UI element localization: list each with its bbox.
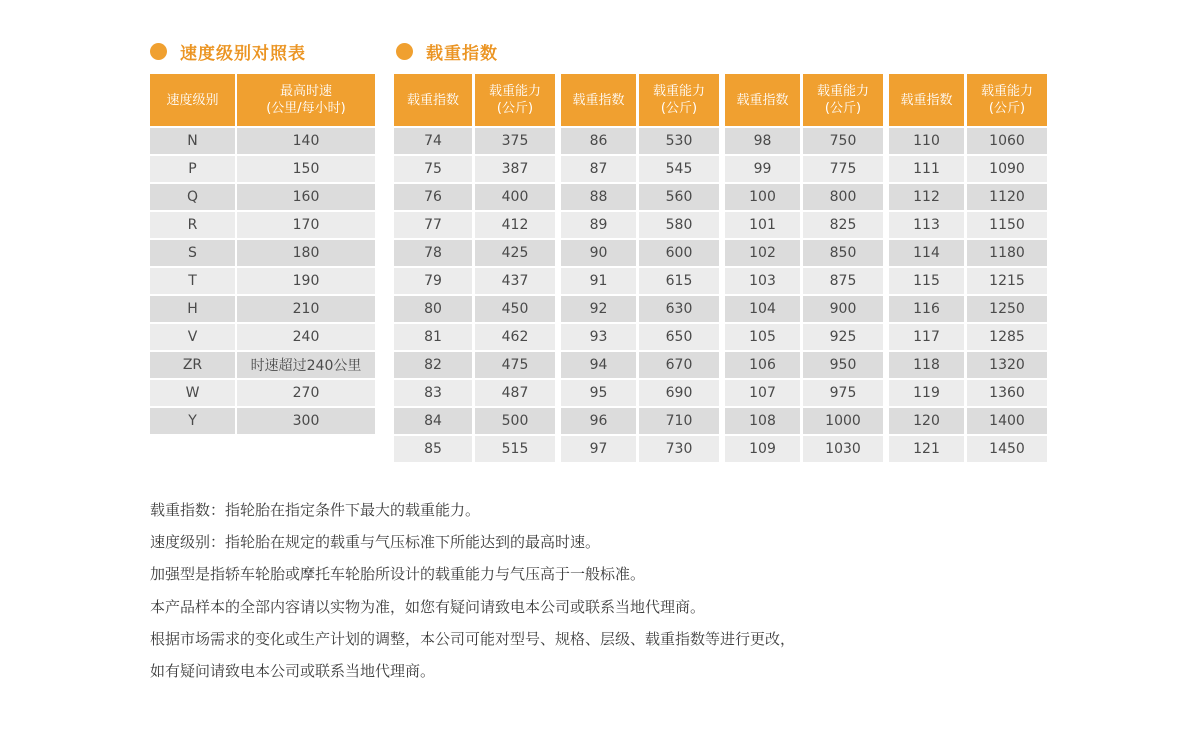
max-speed-cell: 170	[237, 212, 375, 238]
note-line: 根据市场需求的变化或生产计划的调整，本公司可能对型号、规格、层级、载重指数等进行更改，	[150, 629, 796, 648]
speed-rating-cell: Q	[150, 184, 235, 210]
header-unit: (公斤)	[496, 101, 534, 116]
load-capacity-cell: 875	[803, 268, 883, 294]
load-index-cell: 106	[725, 352, 800, 378]
load-index-cell: 75	[394, 156, 472, 182]
load-capacity-cell: 1000	[803, 408, 883, 434]
header-label: 最高时速	[279, 84, 332, 99]
load-index-cell: 118	[889, 352, 964, 378]
load-index-cell: 80	[394, 296, 472, 322]
load-index-cell: 120	[889, 408, 964, 434]
load-capacity-cell: 1090	[967, 156, 1047, 182]
header-label: 速度级别	[166, 92, 219, 108]
load-capacity-cell: 1400	[967, 408, 1047, 434]
load-index-cell: 117	[889, 324, 964, 350]
load-index-cell: 79	[394, 268, 472, 294]
load-section-title	[396, 38, 498, 64]
load-index-header	[889, 74, 964, 126]
load-index-cell: 119	[889, 380, 964, 406]
load-index-cell: 87	[561, 156, 636, 182]
max-speed-cell: 300	[237, 408, 375, 434]
load-capacity-cell: 825	[803, 212, 883, 238]
load-index-cell: 111	[889, 156, 964, 182]
load-index-cell: 101	[725, 212, 800, 238]
load-capacity-cell: 1150	[967, 212, 1047, 238]
load-capacity-cell: 375	[475, 128, 555, 154]
load-index-cell: 78	[394, 240, 472, 266]
load-index-cell: 86	[561, 128, 636, 154]
load-capacity-cell: 630	[639, 296, 719, 322]
note-line: 加强型是指轿车轮胎或摩托车轮胎所设计的载重能力与气压高于一般标准。	[150, 565, 646, 584]
load-capacity-cell: 650	[639, 324, 719, 350]
load-capacity-cell: 1060	[967, 128, 1047, 154]
speed-rating-cell: H	[150, 296, 235, 322]
load-index-cell: 98	[725, 128, 800, 154]
load-capacity-cell: 400	[475, 184, 555, 210]
load-index-cell: 91	[561, 268, 636, 294]
speed-rating-cell: S	[150, 240, 235, 266]
load-index-cell: 97	[561, 436, 636, 462]
load-capacity-cell: 515	[475, 436, 555, 462]
load-capacity-header	[803, 74, 883, 126]
max-speed-cell: 190	[237, 268, 375, 294]
speed-header-rating	[150, 74, 235, 126]
load-index-cell: 105	[725, 324, 800, 350]
orange-dot-icon	[396, 43, 413, 60]
load-index-cell: 103	[725, 268, 800, 294]
load-capacity-cell: 800	[803, 184, 883, 210]
speed-header-max-speed	[237, 74, 375, 126]
load-index-cell: 90	[561, 240, 636, 266]
header-label: 载重能力	[816, 84, 869, 99]
load-capacity-cell: 600	[639, 240, 719, 266]
load-index-cell: 113	[889, 212, 964, 238]
speed-rating-cell: R	[150, 212, 235, 238]
speed-rating-cell: V	[150, 324, 235, 350]
load-capacity-cell: 1450	[967, 436, 1047, 462]
load-index-cell: 94	[561, 352, 636, 378]
header-unit: (公斤)	[988, 101, 1026, 116]
load-index-cell: 95	[561, 380, 636, 406]
speed-rating-cell: P	[150, 156, 235, 182]
max-speed-cell: 时速超过240公里	[237, 352, 375, 378]
load-index-table	[394, 74, 1050, 462]
load-capacity-cell: 545	[639, 156, 719, 182]
load-capacity-cell: 1030	[803, 436, 883, 462]
max-speed-cell: 150	[237, 156, 375, 182]
header-label: 载重能力	[980, 84, 1033, 99]
load-capacity-cell: 730	[639, 436, 719, 462]
speed-rating-table	[150, 74, 375, 434]
load-capacity-cell: 775	[803, 156, 883, 182]
load-capacity-cell: 437	[475, 268, 555, 294]
notes-block	[150, 494, 795, 687]
load-capacity-cell: 710	[639, 408, 719, 434]
speed-rating-cell: Y	[150, 408, 235, 434]
load-index-cell: 115	[889, 268, 964, 294]
max-speed-cell: 270	[237, 380, 375, 406]
load-capacity-cell: 1360	[967, 380, 1047, 406]
note-line: 载重指数：指轮胎在指定条件下最大的载重能力。	[150, 501, 481, 519]
load-index-cell: 74	[394, 128, 472, 154]
load-capacity-cell: 450	[475, 296, 555, 322]
max-speed-cell: 210	[237, 296, 375, 322]
load-index-cell: 89	[561, 212, 636, 238]
load-capacity-cell: 412	[475, 212, 555, 238]
load-index-cell: 81	[394, 324, 472, 350]
load-index-cell: 116	[889, 296, 964, 322]
load-index-cell: 83	[394, 380, 472, 406]
load-index-cell: 92	[561, 296, 636, 322]
load-capacity-cell: 1285	[967, 324, 1047, 350]
load-index-header	[561, 74, 636, 126]
load-index-cell: 121	[889, 436, 964, 462]
header-unit: (公里/每小时)	[266, 101, 346, 116]
load-capacity-cell: 950	[803, 352, 883, 378]
load-capacity-cell: 387	[475, 156, 555, 182]
load-capacity-cell: 1180	[967, 240, 1047, 266]
load-index-cell: 76	[394, 184, 472, 210]
note-line: 如有疑问请致电本公司或联系当地代理商。	[150, 661, 436, 680]
load-capacity-cell: 487	[475, 380, 555, 406]
load-capacity-header	[967, 74, 1047, 126]
speed-rating-cell: T	[150, 268, 235, 294]
load-index-cell: 102	[725, 240, 800, 266]
load-index-cell: 96	[561, 408, 636, 434]
load-index-cell: 77	[394, 212, 472, 238]
load-capacity-cell: 850	[803, 240, 883, 266]
load-index-cell: 110	[889, 128, 964, 154]
max-speed-cell: 140	[237, 128, 375, 154]
load-index-cell: 99	[725, 156, 800, 182]
speed-section-title	[150, 38, 306, 64]
load-title-text: 载重指数	[426, 43, 498, 64]
note-line: 本产品样本的全部内容请以实物为准，如您有疑问请致电本公司或联系当地代理商。	[150, 597, 706, 616]
load-capacity-cell: 475	[475, 352, 555, 378]
header-unit: (公斤)	[824, 101, 862, 116]
speed-title-text: 速度级别对照表	[180, 43, 306, 64]
header-unit: (公斤)	[660, 101, 698, 116]
load-capacity-cell: 750	[803, 128, 883, 154]
load-index-cell: 112	[889, 184, 964, 210]
load-capacity-cell: 530	[639, 128, 719, 154]
load-capacity-cell: 580	[639, 212, 719, 238]
speed-rating-cell: ZR	[150, 352, 235, 378]
speed-rating-cell: W	[150, 380, 235, 406]
load-capacity-header	[639, 74, 719, 126]
header-label: 载重指数	[572, 92, 625, 108]
header-label: 载重指数	[406, 92, 459, 108]
max-speed-cell: 160	[237, 184, 375, 210]
load-capacity-header	[475, 74, 555, 126]
load-capacity-cell: 1215	[967, 268, 1047, 294]
max-speed-cell: 180	[237, 240, 375, 266]
header-label: 载重指数	[900, 92, 953, 108]
load-capacity-cell: 462	[475, 324, 555, 350]
load-index-cell: 109	[725, 436, 800, 462]
load-index-cell: 84	[394, 408, 472, 434]
load-capacity-cell: 690	[639, 380, 719, 406]
load-capacity-cell: 1250	[967, 296, 1047, 322]
load-capacity-cell: 975	[803, 380, 883, 406]
load-index-header	[725, 74, 800, 126]
load-index-cell: 100	[725, 184, 800, 210]
load-index-cell: 82	[394, 352, 472, 378]
max-speed-cell: 240	[237, 324, 375, 350]
load-capacity-cell: 670	[639, 352, 719, 378]
load-index-cell: 114	[889, 240, 964, 266]
load-index-cell: 107	[725, 380, 800, 406]
orange-dot-icon	[150, 43, 167, 60]
header-label: 载重能力	[652, 84, 705, 99]
speed-rating-cell: N	[150, 128, 235, 154]
load-capacity-cell: 1120	[967, 184, 1047, 210]
load-index-cell: 85	[394, 436, 472, 462]
header-label: 载重能力	[488, 84, 541, 99]
load-capacity-cell: 560	[639, 184, 719, 210]
header-label: 载重指数	[736, 92, 789, 108]
load-index-cell: 93	[561, 324, 636, 350]
load-index-cell: 104	[725, 296, 800, 322]
load-capacity-cell: 900	[803, 296, 883, 322]
load-capacity-cell: 425	[475, 240, 555, 266]
load-capacity-cell: 500	[475, 408, 555, 434]
load-index-cell: 108	[725, 408, 800, 434]
load-capacity-cell: 925	[803, 324, 883, 350]
load-capacity-cell: 615	[639, 268, 719, 294]
load-capacity-cell: 1320	[967, 352, 1047, 378]
load-index-cell: 88	[561, 184, 636, 210]
load-index-header	[394, 74, 472, 126]
note-line: 速度级别：指轮胎在规定的载重与气压标准下所能达到的最高时速。	[150, 533, 601, 552]
